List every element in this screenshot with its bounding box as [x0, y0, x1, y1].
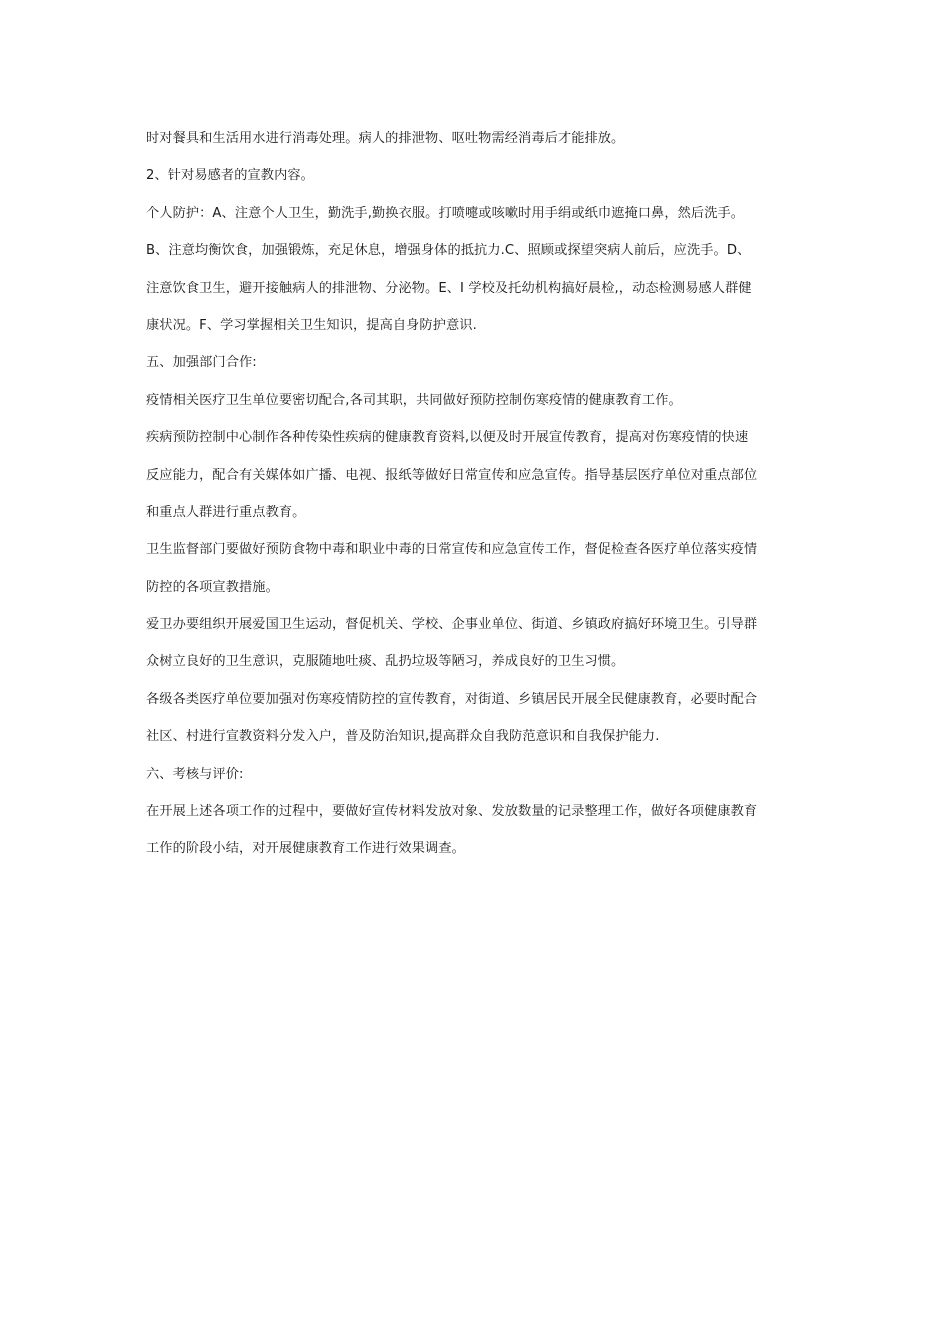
section-subheading: 2、针对易感者的宣教内容。 — [146, 168, 314, 184]
text-line: 时对餐具和生活用水进行消毒处理。病人的排泄物、呕吐物需经消毒后才能排放。 — [146, 131, 625, 146]
text-line: 和重点人群进行重点教育。 — [146, 504, 306, 520]
text-line: 各级各类医疗单位要加强对伤寒疫情防控的宣传教育，对街道、乡镇居民开展全民健康教育，必要时配合 — [146, 691, 758, 707]
text-line: B、注意均衡饮食，加强锻炼，充足休息，增强身体的抵抗力.C、照顾或探望突病人前后，应洗手。D、 — [146, 243, 751, 259]
text-line: 防控的各项宣教措施。 — [146, 579, 279, 595]
text-line: 疫情相关医疗卫生单位要密切配合,各司其职，共同做好预防控制伤寒疫情的健康教育工作。 — [146, 392, 682, 408]
text-line: 众树立良好的卫生意识，克服随地吐痰、乱扔垃圾等陋习，养成良好的卫生习惯。 — [146, 654, 625, 670]
text-line: 疾病预防控制中心制作各种传染性疾病的健康教育资料,以便及时开展宣传教育，提高对伤寒疫情的快速 — [146, 430, 749, 446]
section-heading: 六、考核与评价: — [146, 766, 244, 782]
document-body — [146, 124, 810, 872]
text-line: 个人防护：A、注意个人卫生，勤洗手,勤换衣服。打喷嚏或咳嗽时用手绢或纸巾遮掩口鼻，然后洗手。 — [146, 205, 745, 221]
text-line: 注意饮食卫生，避开接触病人的排泄物、分泌物。E、I 学校及托幼机构搞好晨检,，动态检测易感人群健 — [146, 280, 752, 296]
text-line: 爱卫办要组织开展爱国卫生运动，督促机关、学校、企事业单位、街道、乡镇政府搞好环境卫生。引导群 — [146, 617, 758, 633]
text-line: 反应能力，配合有关媒体如广播、电视、报纸等做好日常宣传和应急宣传。指导基层医疗单位对重点部位 — [146, 467, 758, 483]
text-line: 社区、村进行宣教资料分发入户，普及防治知识,提高群众自我防范意识和自我保护能力. — [146, 729, 660, 745]
section-heading: 五、加强部门合作: — [146, 355, 257, 371]
text-line: 在开展上述各项工作的过程中，要做好宣传材料发放对象、发放数量的记录整理工作，做好各项健康教育 — [146, 804, 758, 820]
text-line: 卫生监督部门要做好预防食物中毒和职业中毒的日常宣传和应急宣传工作，督促检查各医疗单位落实疫情 — [146, 542, 758, 558]
text-line: 工作的阶段小结，对开展健康教育工作进行效果调查。 — [146, 841, 465, 857]
text-line: 康状况。F、学习掌握相关卫生知识，提高自身防护意识. — [146, 317, 477, 333]
